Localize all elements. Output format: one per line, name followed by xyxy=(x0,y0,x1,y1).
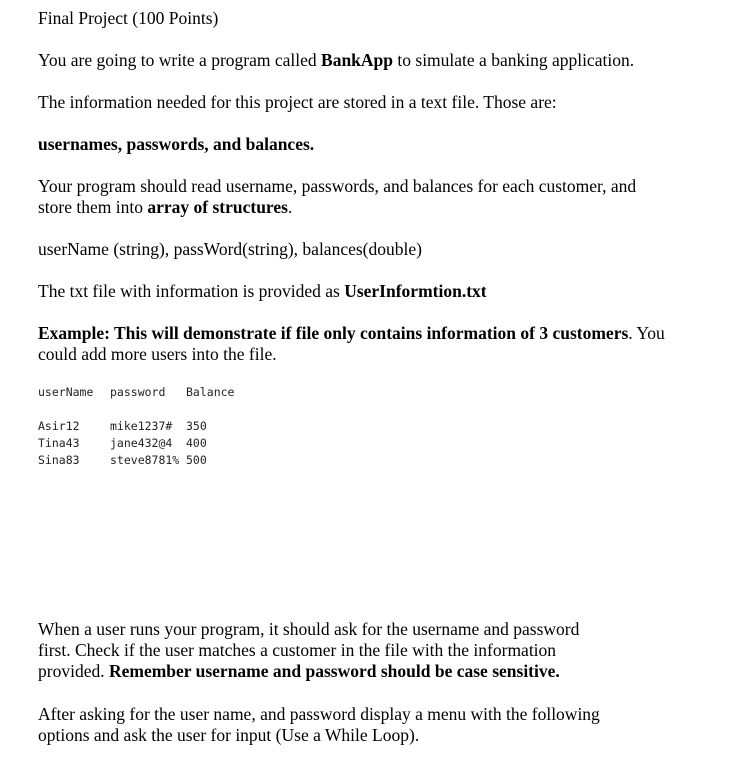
example-line-1: Example: This will demonstrate if file only contains information of 3 customers. You xyxy=(38,323,665,343)
cell-username: Tina43 xyxy=(38,436,80,450)
case-sensitive-note: Remember username and password should be case sensitive. xyxy=(108,661,560,681)
read-store-line-2: store them into array of structures. xyxy=(38,197,293,217)
app-name: BankApp xyxy=(321,50,394,70)
cell-password: jane432@4 xyxy=(110,436,173,450)
header-username: userName xyxy=(38,385,94,399)
menu-line-1: After asking for the user name, and password display a menu with the following xyxy=(38,704,600,724)
cell-username: Asir12 xyxy=(38,419,80,433)
example-heading: Example: This will demonstrate if file only contains information of 3 customers xyxy=(38,323,629,343)
file-info-paragraph: The txt file with information is provided as UserInformtion.txt xyxy=(38,281,487,301)
cell-balance: 500 xyxy=(186,453,207,467)
login-line-1: When a user runs your program, it should ask for the username and password xyxy=(38,619,580,639)
login-line-3: provided. Remember username and password should be case sensitive. xyxy=(38,661,560,681)
read-store-line-1: Your program should read username, passwords, and balances for each customer, and xyxy=(38,176,637,196)
cell-password: steve8781% xyxy=(110,453,180,467)
example-line-2: could add more users into the file. xyxy=(38,344,277,364)
login-line-2: first. Check if the user matches a customer in the file with the information xyxy=(38,640,557,660)
info-stored-paragraph: The information needed for this project are stored in a text file. Those are: xyxy=(38,92,557,112)
header-balance: Balance xyxy=(186,385,235,399)
cell-username: Sina83 xyxy=(38,453,80,467)
menu-line-2: options and ask the user for input (Use a While Loop). xyxy=(38,725,420,745)
intro-paragraph: You are going to write a program called BankApp to simulate a banking application. xyxy=(38,50,635,70)
cell-balance: 350 xyxy=(186,419,207,433)
fields-list: usernames, passwords, and balances. xyxy=(38,134,315,154)
header-password: password xyxy=(110,385,166,399)
project-title: Final Project (100 Points) xyxy=(38,8,219,28)
cell-password: mike1237# xyxy=(110,419,173,433)
struct-fields: userName (string), passWord(string), balances(double) xyxy=(38,239,422,259)
cell-balance: 400 xyxy=(186,436,207,450)
file-name: UserInformtion.txt xyxy=(344,281,487,301)
array-of-structures: array of structures xyxy=(147,197,288,217)
